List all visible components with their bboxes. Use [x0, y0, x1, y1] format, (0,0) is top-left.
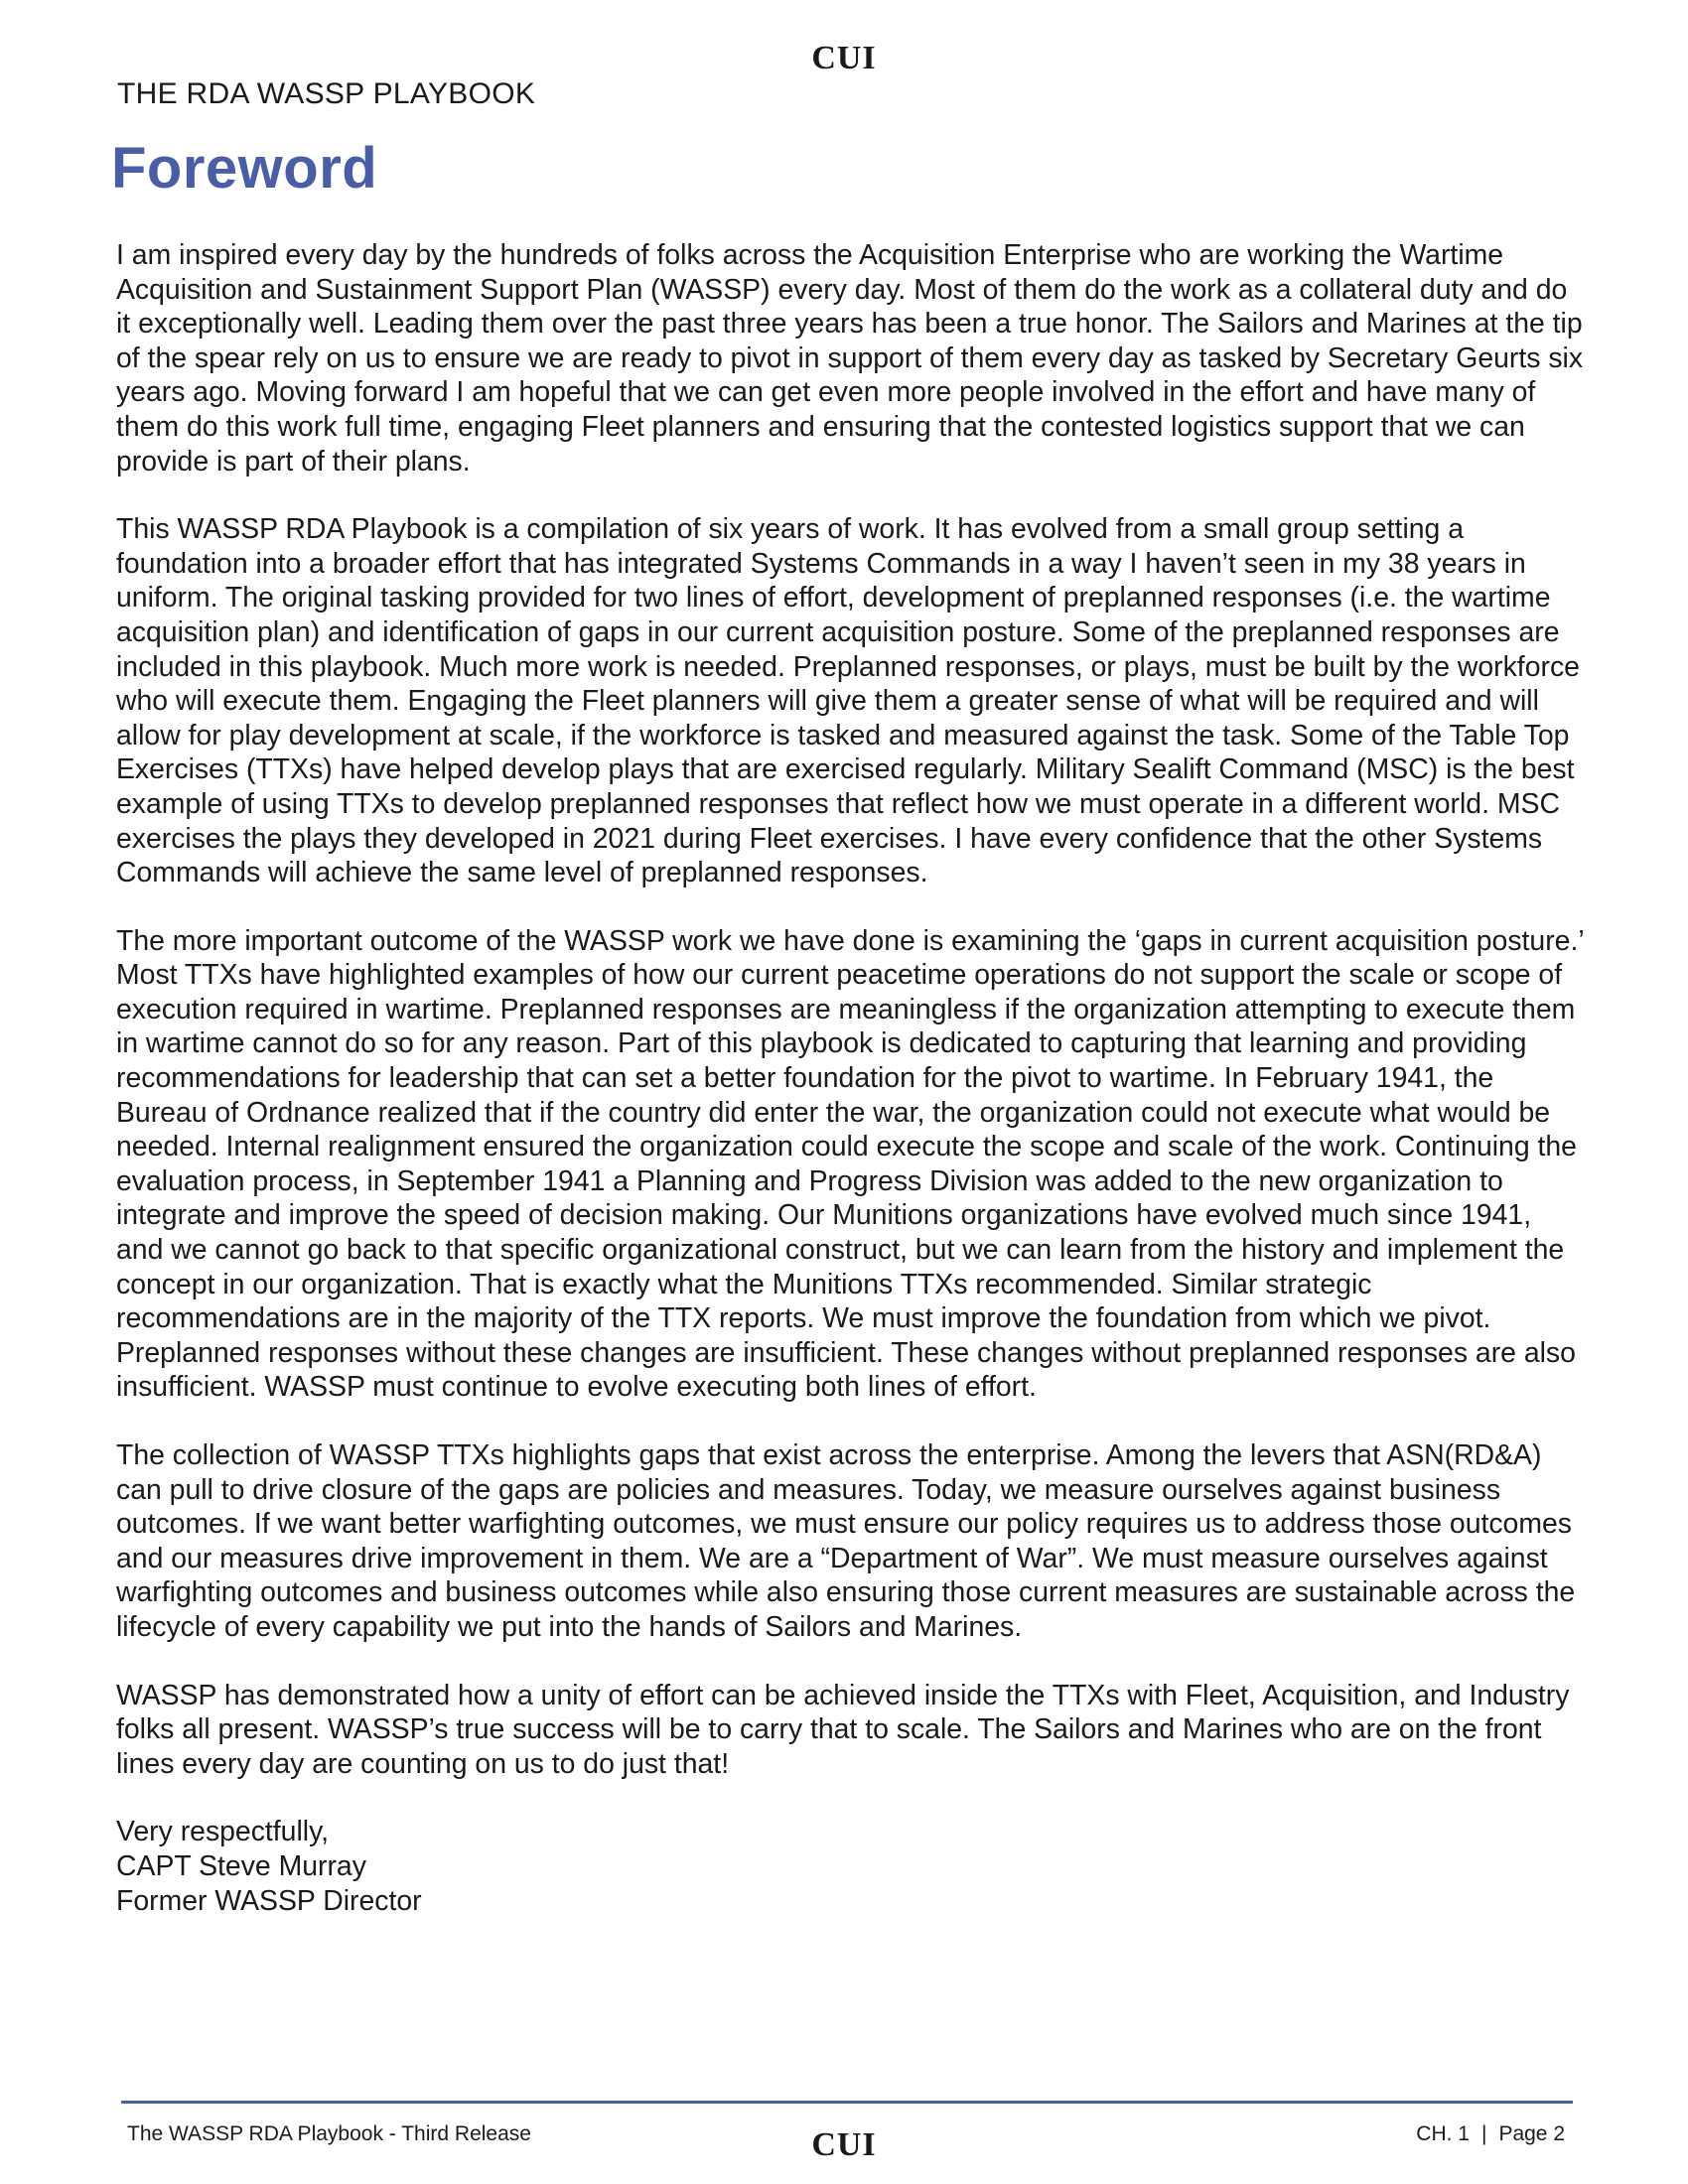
running-header: THE RDA WASSP PLAYBOOK [117, 77, 536, 110]
section-title: Foreword [111, 136, 378, 201]
signature-title: Former WASSP Director [116, 1884, 422, 1917]
footer-separator: | [1480, 2122, 1487, 2145]
paragraph: The collection of WASSP TTXs highlights gaps that exist across the enterprise. Among the levers that ASN(RD&A) can pull to drive closure of the gaps are policies and measures. Today, we measure ourselves against business outcomes. If we want better warfighting outcomes, we must ensure our policy requires us to address those outcomes and our measures drive improvement in them. We are a “Department of War”. We must measure ourselves against warfighting outcomes and business outcomes while also ensuring those current measures are sustainable across the lifecycle of every capability we put into the hands of Sailors and Marines. [116, 1439, 1576, 1643]
signature-closing: Very respectfully, [116, 1816, 330, 1848]
paragraph: The more important outcome of the WASSP work we have done is examining the ‘gaps in current acquisition posture.’ Most TTXs have highlighted examples of how our current peacetime operations do not support the scale or scope of execution required in wartime. Preplanned responses are meaningless if the organization attempting to execute them in wartime cannot do so for any reason. Part of this playbook is dedicated to capturing that learning and providing recommendations for leadership that can set a better foundation for the pivot to wartime. In February 1941, the Bureau of Ordnance realized that if the country did enter the war, the organization could not execute what would be needed. Internal realignment ensured the organization could execute the scope and scale of the work. Continuing the evaluation process, in September 1941 a Planning and Progress Division was added to the new organization to integrate and improve the speed of decision making. Our Munitions organizations have evolved much since 1941, and we cannot go back to that specific organizational construct, but we can learn from the history and implement the concept in our organization. That is exactly what the Munitions TTXs recommended. Similar strategic recommendations are in the majority of the TTX reports. We must improve the foundation from which we pivot. Preplanned responses without these changes are insufficient. These changes without preplanned responses are also insufficient. WASSP must continue to evolve executing both lines of effort. [116, 924, 1584, 1404]
footer-divider [121, 2101, 1573, 2104]
foreword-body [116, 238, 1586, 1918]
footer-chapter: CH. 1 [1416, 2122, 1470, 2145]
paragraph: This WASSP RDA Playbook is a compilation of six years of work. It has evolved from a small group setting a foundation into a broader effort that has integrated Systems Commands in a way I haven’t seen in my 38 years in uniform. The original tasking provided for two lines of effort, development of preplanned responses (i.e. the wartime acquisition plan) and identification of gaps in our current acquisition posture. Some of the preplanned responses are included in this playbook. Much more work is needed. Preplanned responses, or plays, must be built by the workforce who will execute them. Engaging the Fleet planners will give them a greater sense of what will be required and will allow for play development at scale, if the workforce is tasked and measured against the task. Some of the Table Top Exercises (TTXs) have helped develop plays that are exercised regularly. Military Sealift Command (MSC) is the best example of using TTXs to develop preplanned responses that reflect how we must operate in a different world. MSC exercises the plays they developed in 2021 during Fleet exercises. I have every confidence that the other Systems Commands will achieve the same level of preplanned responses. [116, 513, 1580, 889]
classification-marking-bottom: CUI [811, 2126, 877, 2163]
paragraph: WASSP has demonstrated how a unity of effort can be achieved inside the TTXs with Fleet, Acquisition, and Industry folks all present. WASSP’s true success will be to carry that to scale. The Sailors and Marines who are on the front lines every day are counting on us to do just that! [116, 1679, 1570, 1780]
footer-page-number: Page 2 [1498, 2122, 1565, 2145]
signature-name: CAPT Steve Murray [116, 1849, 366, 1882]
paragraph: I am inspired every day by the hundreds of folks across the Acquisition Enterprise who are working the Wartime Acquisition and Sustainment Support Plan (WASSP) every day. Most of them do the work as a collateral duty and do it exceptionally well. Leading them over the past three years has been a true honor. The Sailors and Marines at the tip of the spear rely on us to ensure we are ready to pivot in support of them every day as tasked by Secretary Geurts six years ago. Moving forward I am hopeful that we can get even more people involved in the effort and have many of them do this work full time, engaging Fleet planners and ensuring that the contested logistics support that we can provide is part of their plans. [116, 239, 1584, 478]
signature-block [116, 1815, 1586, 1918]
footer-document-title: The WASSP RDA Playbook - Third Release [127, 2122, 531, 2145]
classification-marking-top: CUI [811, 40, 877, 76]
